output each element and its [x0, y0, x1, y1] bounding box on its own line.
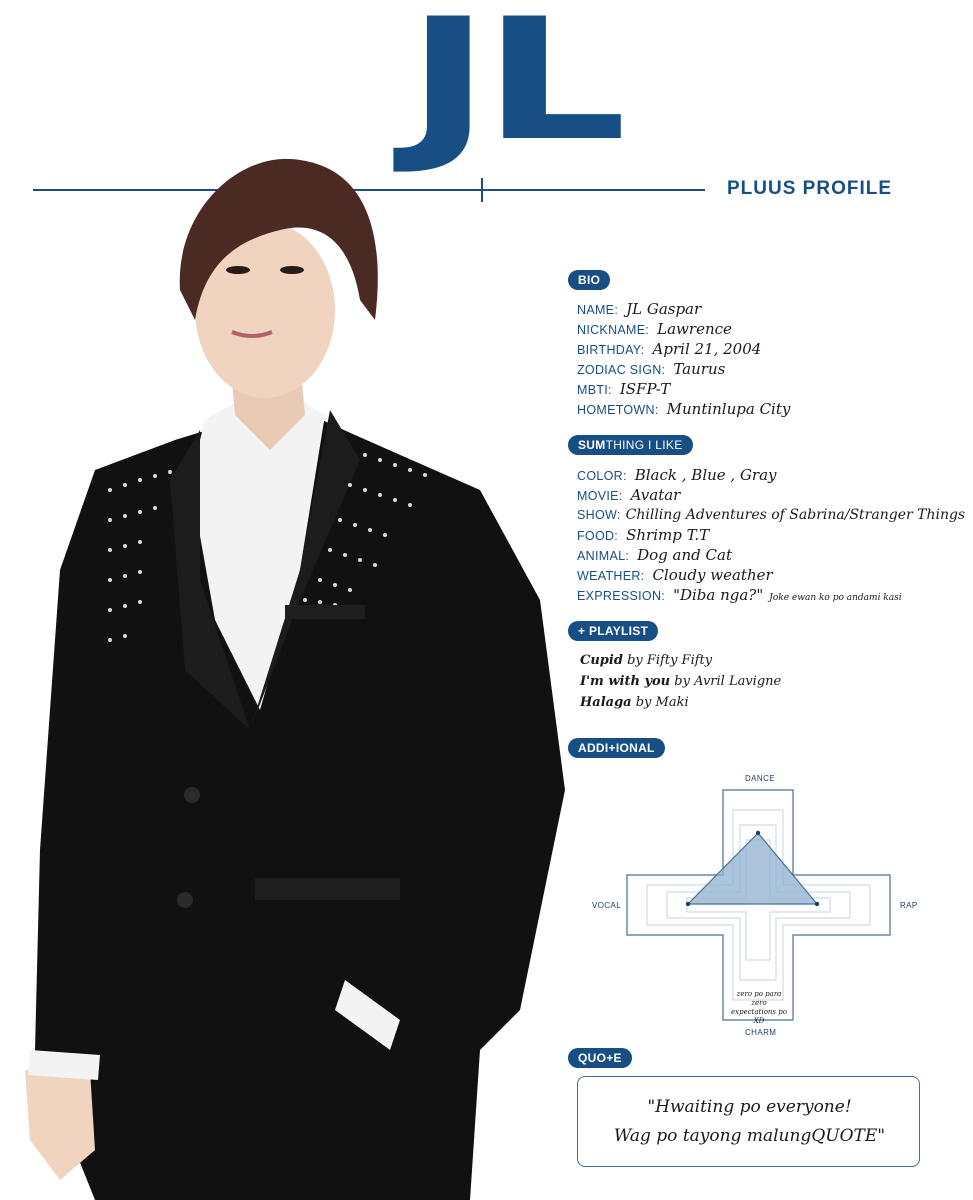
bio-value: JL Gaspar [626, 300, 702, 318]
likes-label: WEATHER: [577, 569, 645, 583]
quote-section-header [568, 1048, 632, 1068]
playlist-song [580, 674, 781, 689]
charm-note [728, 990, 790, 1026]
likes-label: EXPRESSION: [577, 589, 666, 603]
eye-left [226, 266, 250, 274]
likes-row [577, 526, 709, 545]
likes-row [577, 586, 902, 605]
expression-note: Joke ewan ko po andami kasi [769, 593, 902, 603]
charm-note-line: zero po para zero [736, 990, 782, 1007]
additional-section-header [568, 738, 665, 758]
shirt-cuff-left [28, 1050, 100, 1080]
playlist-section-header [568, 621, 658, 641]
likes-row [577, 466, 777, 485]
pocket-flap [255, 878, 400, 900]
member-photo [0, 150, 575, 1200]
bio-value: Taurus [673, 360, 726, 378]
bio-value: Lawrence [657, 320, 732, 338]
likes-value: "Diba nga?" [673, 586, 764, 604]
vocal-point [686, 902, 690, 906]
likes-value: Avatar [630, 486, 681, 504]
bio-pill: BIO [568, 270, 610, 290]
likes-value: Dog and Cat [637, 546, 732, 564]
song-artist: by Maki [635, 695, 689, 710]
bio-row [577, 360, 725, 379]
likes-label: COLOR: [577, 469, 627, 483]
bio-section-header [568, 270, 610, 290]
bio-row [577, 300, 701, 319]
likes-row [577, 486, 680, 505]
jacket-button [184, 787, 200, 803]
likes-value: Cloudy weather [652, 566, 773, 584]
likes-value: Chilling Adventures of Sabrina/Stranger Things [625, 507, 966, 523]
axis-label-vocal: VOCAL [592, 901, 622, 910]
axis-label-charm: CHARM [745, 1028, 777, 1037]
quote-line-2: Wag po tayong malungQUOTE" [613, 1126, 886, 1146]
bio-label: BIRTHDAY: [577, 343, 645, 357]
song-artist: by Fifty Fifty [627, 653, 713, 668]
likes-pill [568, 435, 693, 455]
likes-label: SHOW: [577, 508, 621, 522]
skills-polygon [688, 833, 817, 904]
likes-section-header [568, 435, 693, 455]
quote-line-1: "Hwaiting po everyone! [647, 1097, 852, 1117]
bio-label: NICKNAME: [577, 323, 650, 337]
axis-label-dance: DANCE [745, 774, 776, 783]
playlist-song [580, 695, 689, 710]
song-title: Halaga [580, 695, 632, 710]
charm-note-line: expectations po XD [731, 1008, 787, 1025]
song-artist: by Avril Lavigne [674, 674, 782, 689]
likes-row [577, 506, 965, 524]
bio-value: ISFP-T [619, 380, 671, 398]
likes-title-rest: THING I LIKE [605, 438, 683, 452]
likes-label: ANIMAL: [577, 549, 630, 563]
bio-row [577, 340, 761, 359]
playlist-pill: + PLAYLIST [568, 621, 658, 641]
bio-value: April 21, 2004 [652, 340, 762, 358]
quote-box [577, 1076, 920, 1167]
bio-value: Muntinlupa City [666, 400, 791, 418]
rap-point [815, 902, 819, 906]
quote-pill: QUO+E [568, 1048, 632, 1068]
bio-label: ZODIAC SIGN: [577, 363, 666, 377]
bio-label: NAME: [577, 303, 619, 317]
dance-point [756, 831, 760, 835]
bio-row [577, 400, 790, 419]
axis-label-rap: RAP [900, 901, 918, 910]
breast-pocket [285, 605, 365, 619]
likes-row [577, 546, 732, 565]
song-title: Cupid [580, 653, 623, 668]
eye-right [280, 266, 304, 274]
likes-value: Shrimp T.T [626, 526, 710, 544]
jacket-button [177, 892, 193, 908]
likes-label: FOOD: [577, 529, 619, 543]
profile-title: PLUUS PROFILE [727, 178, 893, 199]
likes-title-bold: SUM [578, 438, 606, 452]
bio-row [577, 320, 732, 339]
bio-row [577, 380, 670, 399]
likes-value: Black , Blue , Gray [634, 466, 777, 484]
playlist-song [580, 653, 712, 668]
likes-row [577, 566, 773, 585]
additional-pill: ADDI+IONAL [568, 738, 665, 758]
bio-label: MBTI: [577, 383, 612, 397]
song-title: I'm with you [580, 674, 671, 689]
jl-logo: JL [406, 0, 619, 178]
bio-label: HOMETOWN: [577, 403, 659, 417]
likes-label: MOVIE: [577, 489, 623, 503]
